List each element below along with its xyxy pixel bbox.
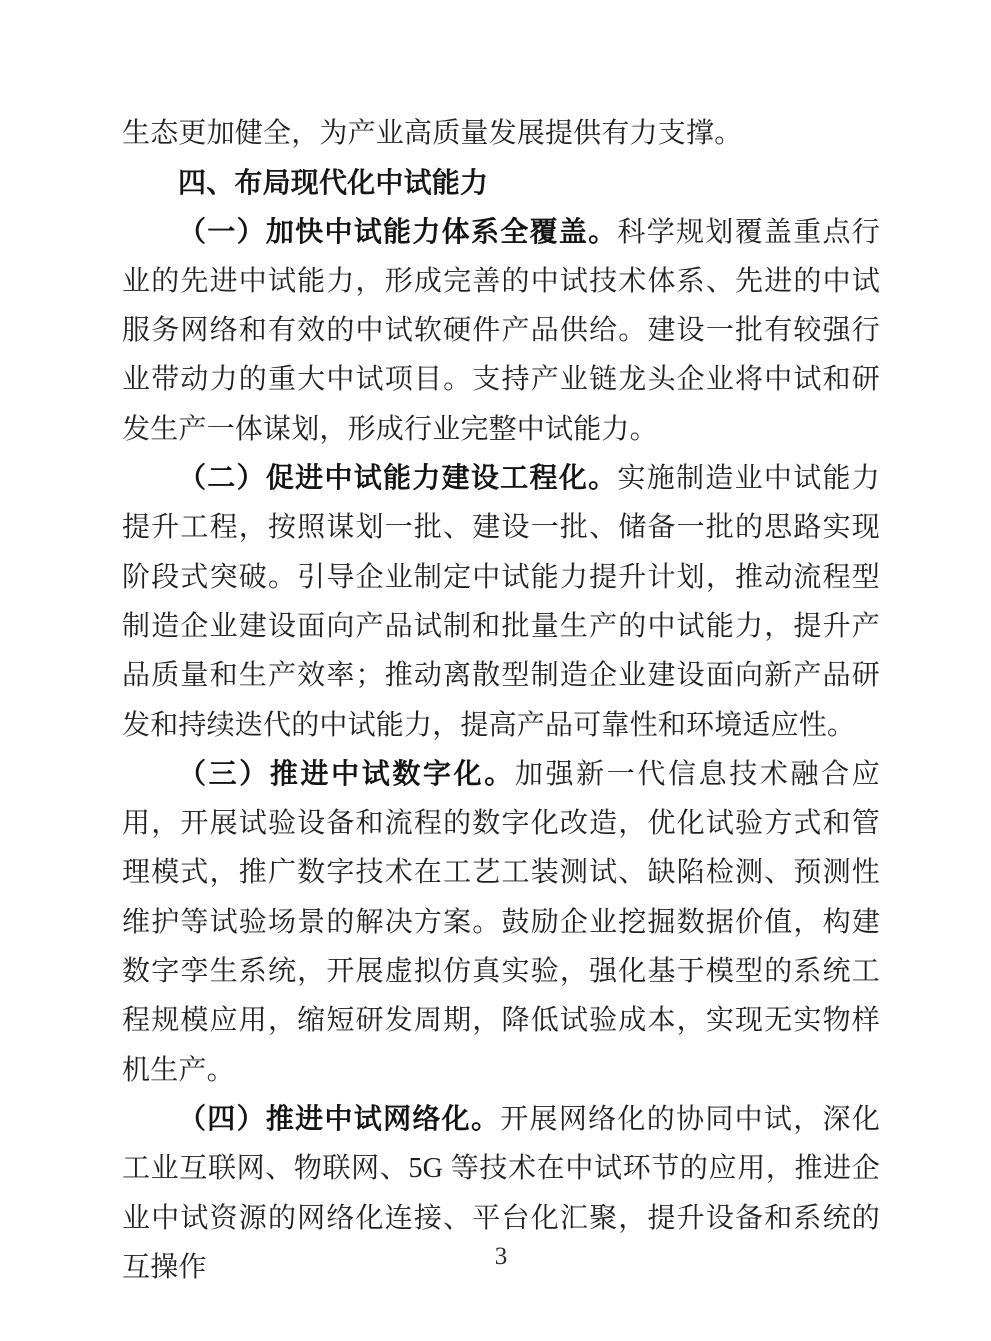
document-body	[122, 109, 880, 1292]
paragraph-2-body: 实施制造业中试能力提升工程，按照谋划一批、建设一批、储备一批的思路实现阶段式突破。引导企业制定中试能力提升计划，推动流程型制造企业建设面向产品试制和批量生产的中试能力，提升产品质量和生产效率；推动离散型制造企业建设面向新产品研发和持续迭代的中试能力，提高产品可靠性和环境适应性。	[122, 463, 880, 741]
paragraph-continuation: 生态更加健全，为产业高质量发展提供有力支撑。	[122, 118, 743, 149]
paragraph-item-1	[122, 208, 880, 454]
page-number: 3	[494, 1243, 508, 1270]
paragraph-4-body: 开展网络化的协同中试，深化工业互联网、物联网、5G 等技术在中试环节的应用，推进企业中试资源的网络化连接、平台化汇聚，提升设备和系统的互操作	[122, 1103, 880, 1283]
paragraph-1-lead: （一）加快中试能力体系全覆盖。	[178, 216, 618, 248]
paragraph-1-body: 科学规划覆盖重点行业的先进中试能力，形成完善的中试技术体系、先进的中试服务网络和有效的中试软硬件产品供给。建设一批有较强行业带动力的重大中试项目。支持产业链龙头企业将中试和研发生产一体谋划，形成行业完整中试能力。	[122, 216, 880, 445]
paragraph-2-lead: （二）促进中试能力建设工程化。	[178, 463, 618, 495]
paragraph-3-lead: （三）推进中试数字化。	[178, 758, 515, 790]
paragraph-4-lead: （四）推进中试网络化。	[178, 1103, 501, 1135]
paragraph-item-2	[122, 454, 880, 750]
paragraph-3-body: 加强新一代信息技术融合应用，开展试验设备和流程的数字化改造，优化试验方式和管理模式，推广数字技术在工艺工装测试、缺陷检测、预测性维护等试验场景的解决方案。鼓励企业挖掘数据价值，构建数字孪生系统，开展虚拟仿真实验，强化基于模型的系统工程规模应用，缩短研发周期，降低试验成本，实现无实物样机生产。	[122, 758, 881, 1086]
section-heading: 四、布局现代化中试能力	[178, 167, 489, 199]
paragraph-item-3	[122, 750, 880, 1095]
